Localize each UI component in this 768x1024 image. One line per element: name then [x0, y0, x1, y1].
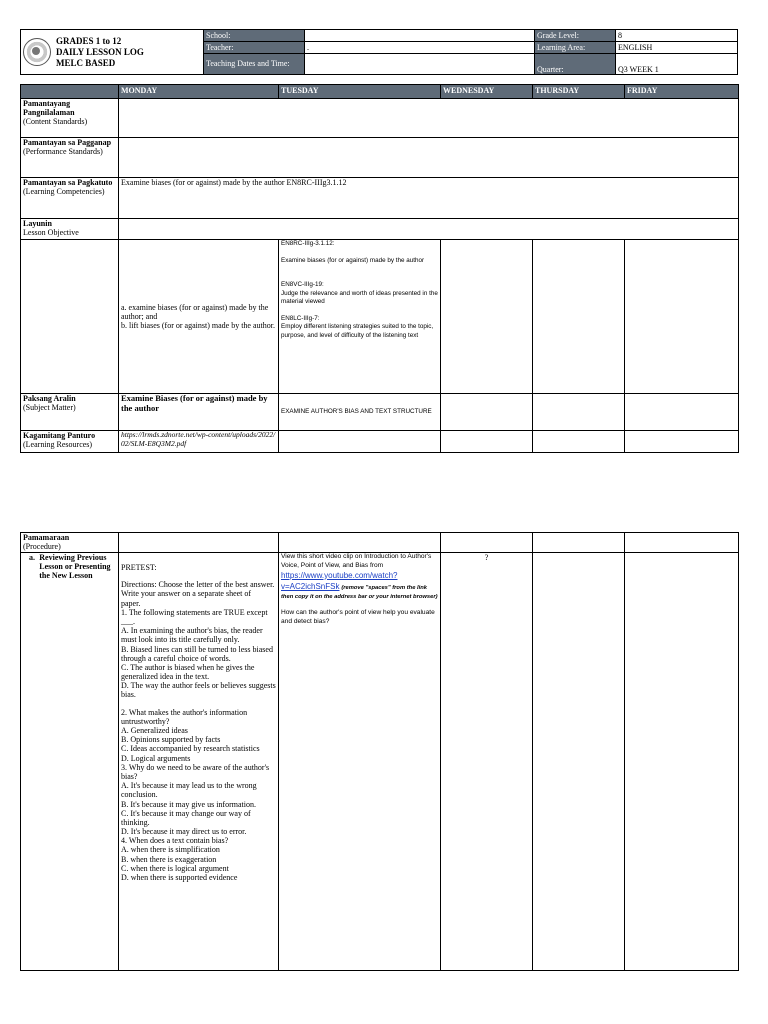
objectives-monday: a. examine biases (for or against) made by the author; and b. lift biases (for or against) made by the author. [119, 240, 279, 394]
procedure-header-row [21, 533, 739, 553]
pretest-line [121, 700, 276, 708]
lesson-log-table [20, 84, 739, 453]
pretest-line: C. The author is biased when he gives the generalized idea in the text. [121, 662, 255, 682]
learning-resources-wednesday[interactable] [441, 431, 533, 453]
pretest-line: Directions: Choose the letter of the best answer. Write your answer on a separate sheet of [121, 580, 275, 599]
pretest-line: C. It's because it may change our way of thinking. [121, 808, 251, 827]
teaching-dates-field[interactable] [305, 54, 535, 75]
learning-resources-link[interactable]: https://lrmds.zdnorte.net/wp-content/uploads/2022/02/SLM-E8Q3M2.pdf [119, 431, 279, 453]
learning-area-field[interactable]: ENGLISH [616, 42, 738, 54]
learning-resources-row [21, 431, 739, 453]
day-wednesday: WEDNESDAY [441, 85, 533, 99]
grade-level-label: Grade Level: [535, 30, 616, 42]
review-wednesday[interactable] [441, 553, 533, 971]
pretest-line [121, 572, 276, 580]
day-friday: FRIDAY [625, 85, 739, 99]
pretest-line: B. when there is exaggeration [121, 854, 217, 864]
performance-standards-label: Pamantayan sa Pagganap (Performance Standards) [21, 138, 119, 178]
pretest-line: A. when there is simplification [121, 845, 220, 855]
subject-matter-friday[interactable] [625, 394, 739, 431]
learning-resources-friday[interactable] [625, 431, 739, 453]
pretest-text [121, 563, 276, 882]
pretest-line: C. when there is logical argument [121, 863, 229, 873]
procedure-monday[interactable] [119, 533, 279, 553]
content-standards-label: Pamantayang Pangnilalaman (Content Standards) [21, 99, 119, 138]
procedure-thursday[interactable] [533, 533, 625, 553]
learning-resources-tuesday[interactable] [279, 431, 441, 453]
pretest-line: A. It's because it may lead us to the wrong conclusion. [121, 781, 257, 800]
objectives-thursday[interactable] [533, 240, 625, 394]
review-lesson-label: a. Reviewing Previous Lesson or Presenting the New Lesson [21, 553, 119, 971]
pretest-line: A. In examining the author's bias, the reader must look into its title carefully only. [121, 626, 263, 645]
school-label: School: [204, 30, 305, 42]
corner-cell [21, 85, 119, 99]
pretest-line: D. when there is supported evidence [121, 873, 238, 882]
learning-area-label: Learning Area: [535, 42, 616, 54]
teaching-dates-label: Teaching Dates and Time: [204, 54, 305, 75]
pretest-line: paper. [121, 598, 141, 608]
grade-level-field[interactable]: 8 [616, 30, 738, 42]
competencies-row [21, 178, 739, 219]
pretest-line: 3. Why do we need to be aware of the author's bias? [121, 762, 270, 781]
pretest-line: D. The way the author feels or believes suggests bias. [121, 681, 276, 700]
objectives-label [21, 240, 119, 394]
performance-standards-cell[interactable] [119, 138, 739, 178]
subject-matter-thursday[interactable] [533, 394, 625, 431]
subject-matter-label: Paksang Aralin (Subject Matter) [21, 394, 119, 431]
performance-standards-row [21, 138, 739, 178]
learning-resources-label: Kagamitang Panturo (Learning Resources) [21, 431, 119, 453]
document-title: GRADES 1 to 12 DAILY LESSON LOG MELC BASED [56, 35, 144, 68]
procedure-label: Pamamaraan (Procedure) [21, 533, 119, 553]
subject-matter-tuesday: EXAMINE AUTHOR'S BIAS AND TEXT STRUCTURE [279, 394, 441, 431]
teacher-label: Teacher: [204, 42, 305, 54]
pretest-line: 2. What makes the author's information untrustworthy? [121, 707, 248, 726]
pretest-line: PRETEST: [121, 563, 157, 572]
competencies-label: Pamantayan sa Pagkatuto (Learning Competencies) [21, 178, 119, 219]
procedure-wednesday[interactable] [441, 533, 533, 553]
title-block [21, 30, 204, 75]
day-thursday: THURSDAY [533, 85, 625, 99]
pretest-line: 1. The following statements are TRUE except ___. [121, 607, 268, 626]
review-tuesday: View this short video clip on Introduction to Author's Voice, Point of View, and Bias from https://www.youtube.com/watch?v=AC2ichSnFSk (remove "spaces" from the link then copy it on the address bar or your internet browser) How can the author's point of view help you evaluate and detect bias? [279, 553, 441, 971]
pretest-line: D. It's because it may direct us to error. [121, 827, 247, 837]
wednesday-mark: ? [484, 553, 489, 562]
teacher-field[interactable]: . [305, 42, 535, 54]
school-field[interactable] [305, 30, 535, 42]
objectives-row [21, 240, 739, 394]
day-header-row [21, 85, 739, 99]
subject-matter-row [21, 394, 739, 431]
layunin-label: Layunin Lesson Objective [21, 219, 119, 240]
day-monday: MONDAY [119, 85, 279, 99]
deped-seal-icon [23, 38, 51, 66]
content-standards-row [21, 99, 739, 138]
procedure-tuesday[interactable] [279, 533, 441, 553]
layunin-cell[interactable] [119, 219, 739, 240]
pretest-line: C. Ideas accompanied by research statistics [121, 744, 260, 754]
review-thursday[interactable] [533, 553, 625, 971]
pretest-monday [119, 553, 279, 971]
pretest-line: B. It's because it may give us information. [121, 799, 256, 809]
youtube-link[interactable]: https://www.youtube.com/watch?v=AC2ichSnFSk [281, 570, 398, 591]
competencies-cell: Examine biases (for or against) made by the author EN8RC-IIIg3.1.12 [119, 178, 739, 219]
objectives-friday[interactable] [625, 240, 739, 394]
subject-matter-monday: Examine Biases (for or against) made by the author [119, 394, 279, 431]
subject-matter-wednesday[interactable] [441, 394, 533, 431]
pretest-line: B. Opinions supported by facts [121, 735, 221, 745]
day-tuesday: TUESDAY [279, 85, 441, 99]
quarter-label: Quarter: [535, 54, 616, 75]
objectives-tuesday: EN8RC-IIIg-3.1.12: Examine biases (for or against) made by the author EN8VC-IIIg-19: Judge the relevance and worth of ideas presented in the material viewed EN8LC-IIIg-7: Employ different listening strategies suited to the topic, purpose, and level of difficulty of the listening text [279, 240, 441, 394]
layunin-row [21, 219, 739, 240]
pretest-line: 4. When does a text contain bias? [121, 836, 229, 846]
learning-resources-thursday[interactable] [533, 431, 625, 453]
review-friday[interactable] [625, 553, 739, 971]
content-standards-cell[interactable] [119, 99, 739, 138]
quarter-field[interactable]: Q3 WEEK 1 [616, 54, 738, 75]
review-lesson-row [21, 553, 739, 971]
pretest-line: D. Logical arguments [121, 753, 191, 763]
procedure-table [20, 532, 739, 971]
procedure-friday[interactable] [625, 533, 739, 553]
objectives-wednesday[interactable] [441, 240, 533, 394]
pretest-line: B. Biased lines can still be turned to less biased through a careful choice of words. [121, 644, 273, 663]
pretest-line: A. Generalized ideas [121, 726, 188, 735]
header-table [20, 29, 738, 75]
